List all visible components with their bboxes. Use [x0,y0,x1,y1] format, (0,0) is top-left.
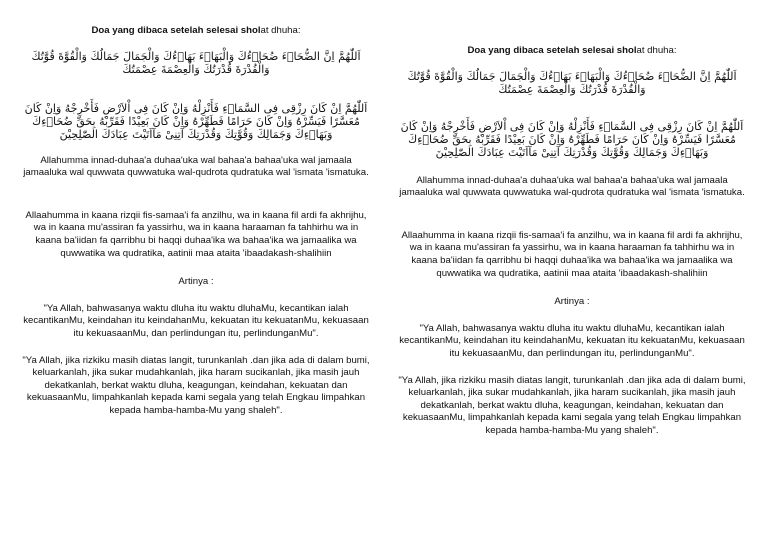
arabic-doa-2: اَللّٰهُمَّ اِنْ كَانَ رِزْقِى فِى السَّمَاۤءِ فَأَنْزِلْهُ وَاِنْ كَانَ فِى اْلاَرْضِ فَأَخْرِجْهُ وَاِنْ كَانَ مُعَسَّرًا فَيَسِّرْهُ وَاِنْ كَانَ حَرَامًا فَطَهِّرْهُ وَاِنْ كَانَ بَعِيْدًا فَقَرِّبْهُ بِحَقِّ ضُحَاۤءِكَ وَبَهَاۤءِكَ وَجَمَالِكَ وَقُوَّتِكَ وَقُدْرَتِكَ آتِنِىْ مَآاَتَيْتَ عِبَادَكَ الصّٰلِحِيْنَ [400,119,744,159]
doa-title [20,25,372,38]
doa-title [396,45,748,58]
meaning-1: "Ya Allah, bahwasanya waktu dluha itu waktu dluhaMu, kecantikan ialah kecantikanMu, keindahan itu keindahanMu, kekuatan itu kekuatanMu, kekuasaan itu kekuasaanMu, dan perlindungan itu, perlindunganMu". [399,322,745,359]
doa-title-bold: Doa yang dibaca setelah selesai shol [467,45,637,56]
meaning-2-part-a: "Ya Allah, jika rizkiku masih diatas langit, turunkanlah .dan jika ada di dalam bumi, keluarkanlah, jika sukar mudahkanlah, jika haram sucikanlah, jika masih jauh dekatkanlah, berkat waktu dluha, keagungan, keindahan, kekuatan dan kekuasaanMu, limpahkanlah kepada kami segala yang telah Engkau limpahkan [398,374,746,424]
meaning-1: "Ya Allah, bahwasanya waktu dluha itu waktu dluhaMu, kecantikan ialah kecantikanMu, keindahan itu keindahanMu, kekuatan itu kekuatanMu, kekuasaan itu kekuasaanMu, dan perlindungan itu, perlindunganMu". [23,302,369,339]
doa-title-rest: at dhuha: [260,25,301,36]
arabic-doa-1: اَللّٰهُمَّ اِنَّ الضُّحَاۤءَ ضُحَاۤءُكَ وَالْبَهَاۤءَ بَهَاۤءُكَ وَالْجَمَالَ جَمَالُكَ وَالْقُوَّةَ قُوَّتُكَ وَالْقُدْرَةَ قُدْرَتُكَ وَالْعِصْمَةَ عِصْمَتُكَ [31,49,361,76]
meaning-2-part-a: "Ya Allah, jika rizkiku masih diatas langit, turunkanlah .dan jika ada di dalam bumi, keluarkanlah, jika sukar mudahkanlah, jika haram sucikanlah, jika masih jauh dekatkanlah, berkat waktu dluha, keagungan, keindahan, kekuatan dan kekuasaanMu, limpahkanlah kepada kami segala yang telah Engkau limpahkan [22,354,370,404]
doa-title-bold: Doa yang dibaca setelah selesai shol [91,25,261,36]
transliteration-2: Allaahumma in kaana rizqii fis-samaa'i fa anzilhu, wa in kaana fil ardi fa akhrijhu, wa in kaana mu'assiran fa yassirhu, wa in kaana haraaman fa tahhirhu wa in kaana ba'iidan fa qarribhu bi haqqi duhaa'ika wa bahaa'ika wa jamaalika wa quwwatika wa qudratika, aatinii maa ataita 'ibaadakash-shalihiin [25,209,367,259]
meaning-2 [396,375,748,438]
right-column [396,45,748,438]
transliteration-1: Allahumma innad-duhaa'a duhaa'uka wal bahaa'a bahaa'uka wal jamaala jamaaluka wal quwwata quwwatuka wal-qudrota qudratuka wal 'ismata 'ismatuka. [399,174,745,199]
arabic-doa-2: اَللّٰهُمَّ اِنْ كَانَ رِزْقِى فِى السَّمَاۤءِ فَأَنْزِلْهُ وَاِنْ كَانَ فِى اْلاَرْضِ فَأَخْرِجْهُ وَاِنْ كَانَ مُعَسَّرًا فَيَسِّرْهُ وَاِنْ كَانَ حَرَامًا فَطَهِّرْهُ وَاِنْ كَانَ بَعِيْدًا فَقَرِّبْهُ بِحَقِّ ضُحَاۤءِكَ وَبَهَاۤءِكَ وَجَمَالِكَ وَقُوَّتِكَ وَقُدْرَتِكَ آتِنِىْ مَآاَتَيْتَ عِبَادَكَ الصّٰلِحِيْنَ [24,101,368,141]
transliteration-2: Allaahumma in kaana rizqii fis-samaa'i fa anzilhu, wa in kaana fil ardi fa akhrijhu, wa in kaana mu'assiran fa yassirhu, wa in kaana haraaman fa tahhirhu wa in kaana ba'iidan fa qarribhu bi haqqi duhaa'ika wa bahaa'ika wa jamaalika wa quwwatika wa qudratika, aatinii maa ataita 'ibaadakash-shalihiin [401,229,743,279]
meaning-2 [20,355,372,418]
doa-title-rest: at dhuha: [636,45,677,56]
meaning-2-part-b: kepada hamba-hamba-Mu yang shaleh". [485,424,659,436]
artinya-heading: Artinya : [178,276,214,288]
transliteration-1: Allahumma innad-duhaa'a duhaa'uka wal bahaa'a bahaa'uka wal jamaala jamaaluka wal quwwata quwwatuka wal-qudrota qudratuka wal 'ismata 'ismatuka. [23,154,369,179]
left-column [20,25,372,418]
arabic-doa-1: اَللّٰهُمَّ اِنَّ الضُّحَاۤءَ ضُحَاۤءُكَ وَالْبَهَاۤءَ بَهَاۤءُكَ وَالْجَمَالَ جَمَالُكَ وَالْقُوَّةَ قُوَّتُكَ وَالْقُدْرَةَ قُدْرَتُكَ وَالْعِصْمَةَ عِصْمَتُكَ [407,69,737,96]
meaning-2-part-b: kepada hamba-hamba-Mu yang shaleh". [109,404,283,416]
artinya-heading: Artinya : [554,296,590,308]
